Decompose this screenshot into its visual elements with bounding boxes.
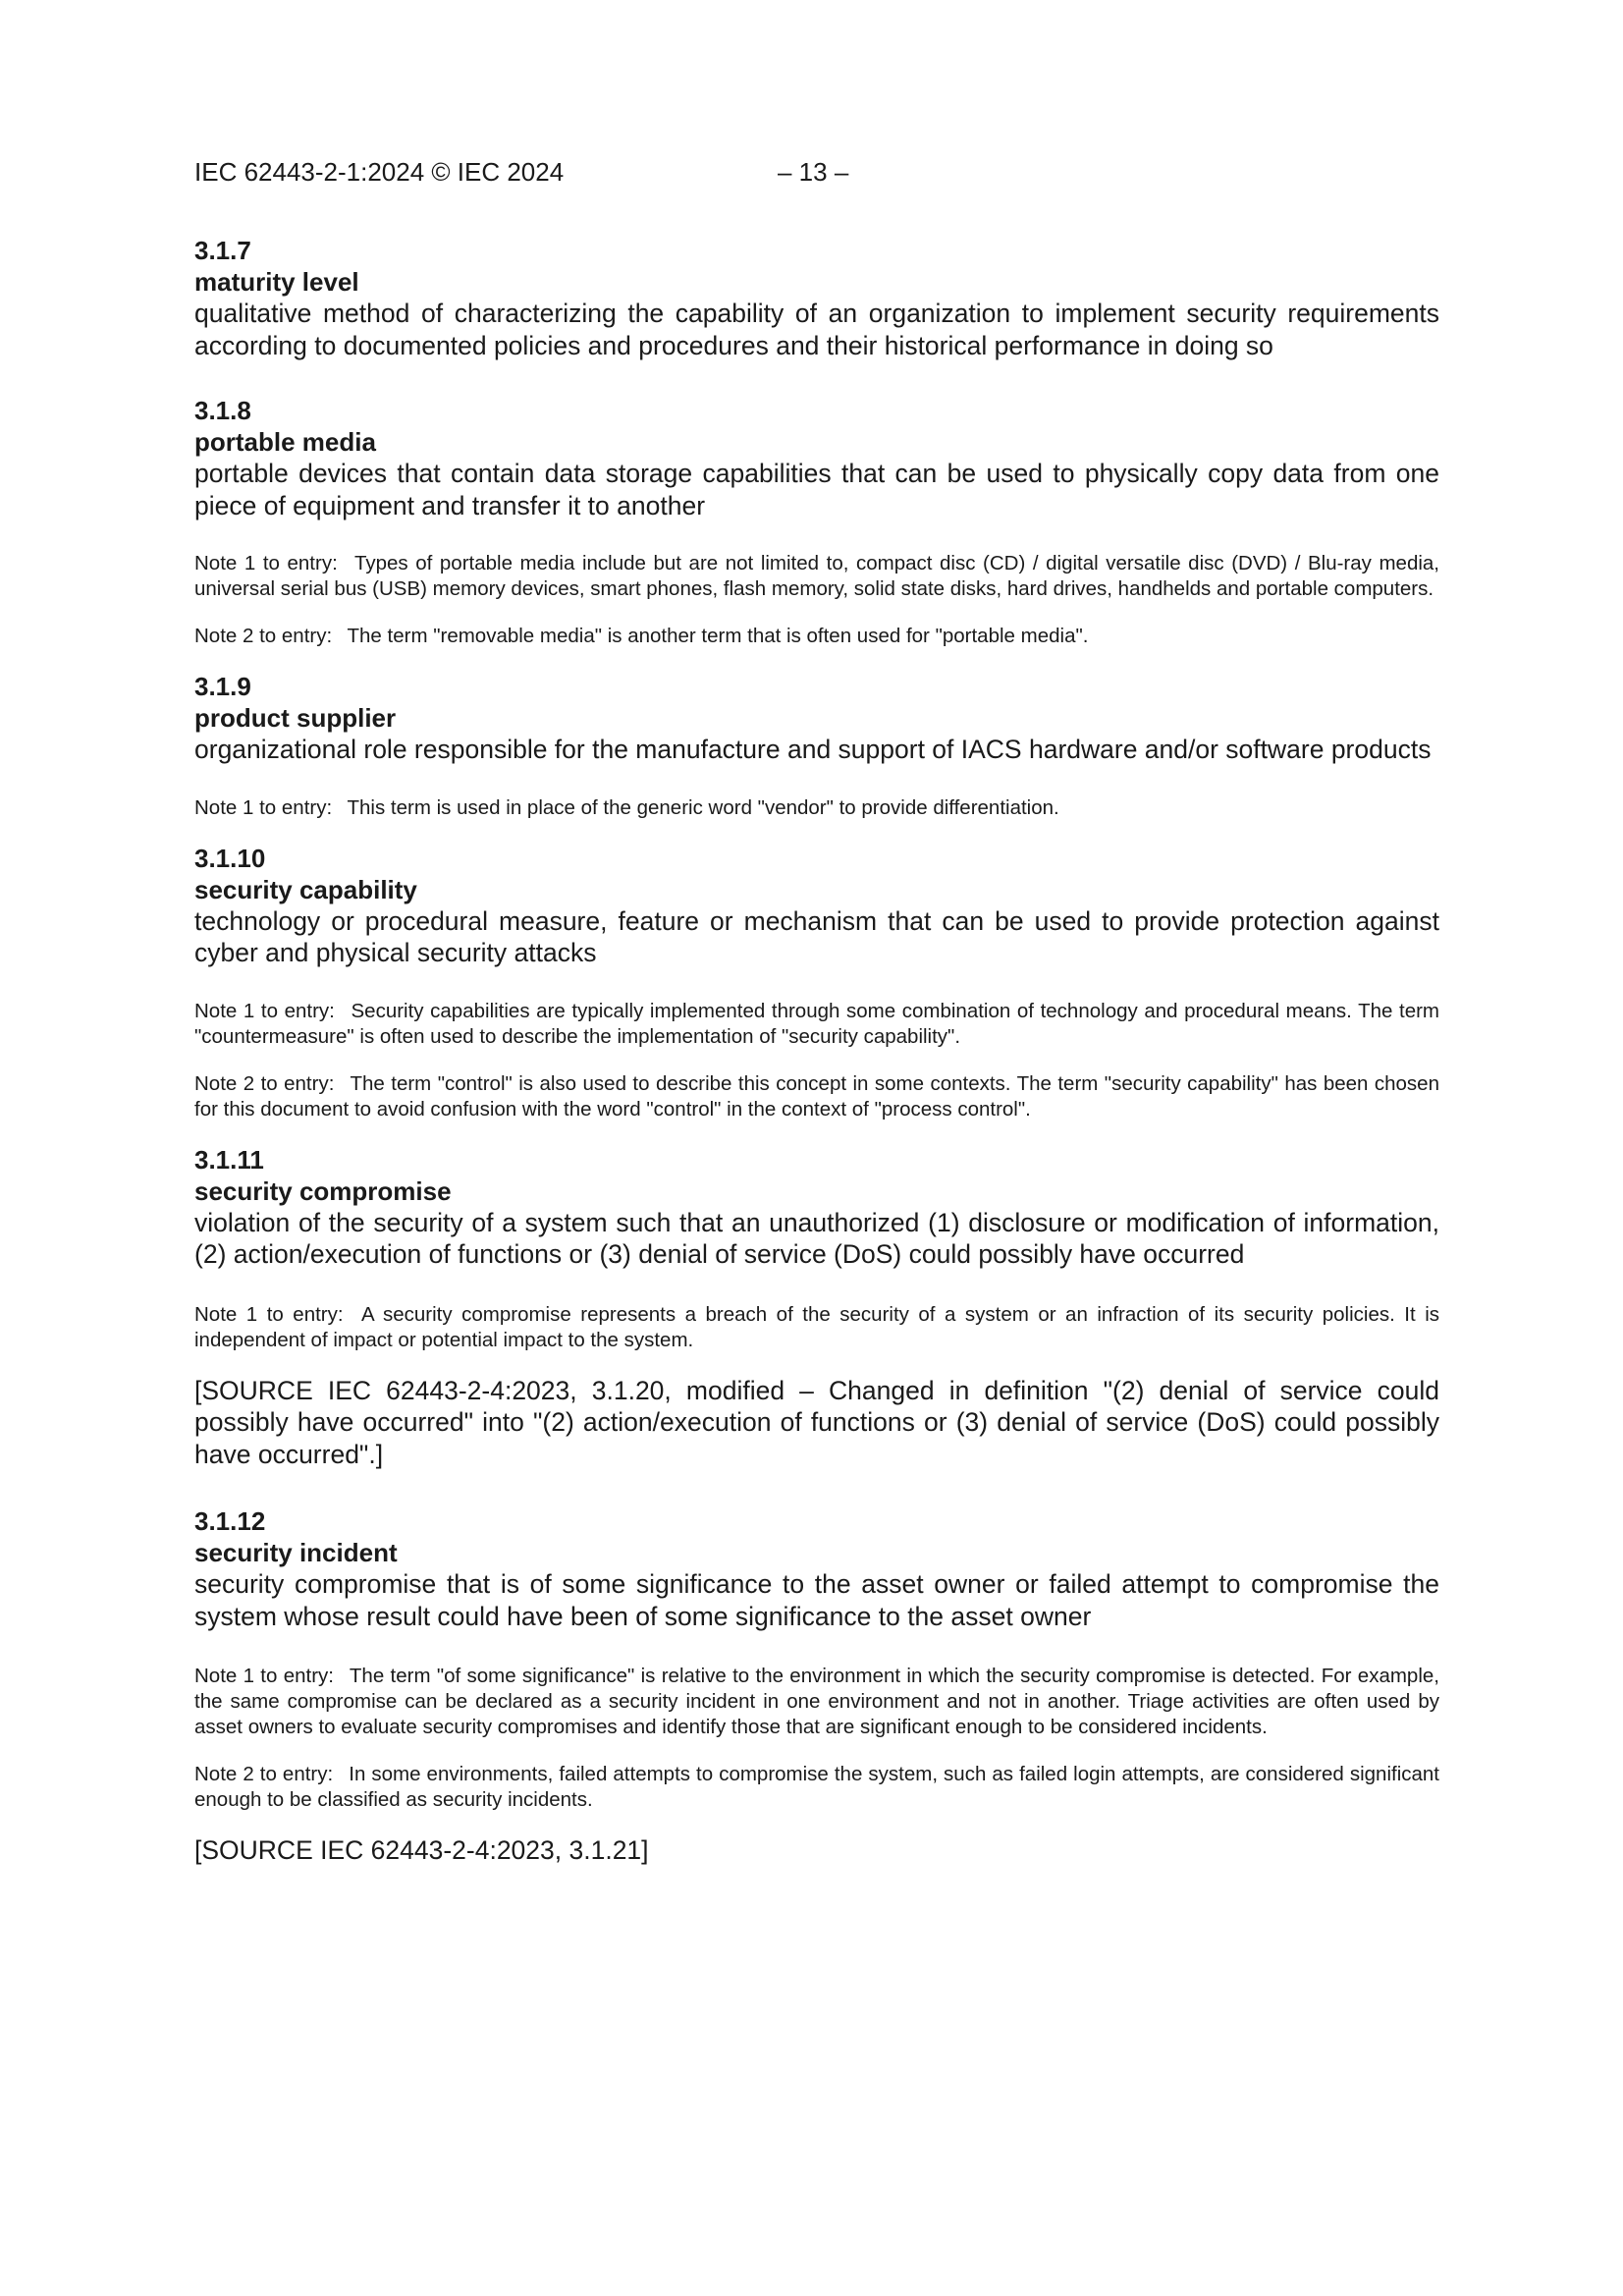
- note-text: This term is used in place of the generic word "vendor" to provide differentiation.: [347, 795, 1059, 819]
- note-text: In some environments, failed attempts to compromise the system, such as failed login attempts, are considered significant enough to be classified as security incidents.: [194, 1763, 1439, 1811]
- term-number: 3.1.11: [194, 1144, 264, 1175]
- term-number: 3.1.8: [194, 396, 251, 425]
- term-name: portable media: [194, 427, 376, 457]
- term-entry-3-1-12: [194, 1505, 1439, 1867]
- note-to-entry: [194, 1664, 1439, 1740]
- note-label: Note 1 to entry:: [194, 1302, 344, 1326]
- term-definition: violation of the security of a system such that an unauthorized (1) disclosure or modification of information, (2) action/execution of functions or (3) denial of service (DoS) could possibly have occurred: [194, 1207, 1439, 1269]
- term-name: security incident: [194, 1538, 398, 1567]
- term-entry-3-1-8: [194, 395, 1439, 649]
- note-label: Note 2 to entry:: [194, 625, 333, 647]
- note-to-entry: [194, 624, 1439, 649]
- note-text: The term "control" is also used to describe this concept in some contexts. The term "security capability" has been chosen for this document to avoid confusion with the word "control" in the context of "process control".: [194, 1071, 1439, 1121]
- note-label: Note 1 to entry:: [194, 1665, 334, 1687]
- document-id: IEC 62443-2-1:2024 © IEC 2024: [194, 157, 565, 187]
- note-text: The term "removable media" is another term that is often used for "portable media".: [347, 625, 1089, 647]
- page-header: [194, 155, 849, 189]
- note-to-entry: [194, 1302, 1439, 1353]
- note-label: Note 1 to entry:: [194, 795, 333, 819]
- note-label: Note 1 to entry:: [194, 999, 335, 1022]
- term-entry-3-1-9: [194, 671, 1439, 821]
- term-number: 3.1.7: [194, 236, 251, 265]
- note-label: Note 1 to entry:: [194, 552, 338, 574]
- term-definition: technology or procedural measure, feature or mechanism that can be used to provide protection against cyber and physical security attacks: [194, 905, 1439, 967]
- note-label: Note 2 to entry:: [194, 1763, 334, 1785]
- note-text: A security compromise represents a breach of the security of a system or an infraction of its security policies. It is independent of impact or potential impact to the system.: [194, 1302, 1439, 1351]
- term-name: maturity level: [194, 267, 359, 297]
- note-text: Types of portable media include but are not limited to, compact disc (CD) / digital versatile disc (DVD) / Blu-ray media, universal serial bus (USB) memory devices, smart phones, flash memory, solid state disks, hard drives, handhelds and portable computers.: [194, 552, 1439, 600]
- document-body: [194, 235, 1439, 1867]
- term-definition: portable devices that contain data storage capabilities that can be used to physically copy data from one piece of equipment and transfer it to another: [194, 459, 1439, 520]
- term-number: 3.1.9: [194, 672, 251, 701]
- note-text: The term "of some significance" is relative to the environment in which the security compromise is detected. For example, the same compromise can be declared as a security incident in one environment and not in another. Triage activities are often used by asset owners to evaluate security compromises and identify those that are significant enough to be considered incidents.: [194, 1665, 1439, 1738]
- note-text: Security capabilities are typically implemented through some combination of technology and procedural means. The term "countermeasure" is often used to describe the implementation of "security capability".: [194, 999, 1439, 1048]
- term-entry-3-1-10: [194, 843, 1439, 1122]
- term-number: 3.1.12: [194, 1506, 266, 1536]
- term-definition: qualitative method of characterizing the capability of an organization to implement security requirements according to documented policies and procedures and their historical performance in doing so: [194, 299, 1439, 360]
- note-to-entry: [194, 1762, 1439, 1813]
- note-label: Note 2 to entry:: [194, 1071, 335, 1095]
- source-reference: [SOURCE IEC 62443-2-4:2023, 3.1.21]: [194, 1835, 649, 1865]
- term-name: security compromise: [194, 1175, 452, 1206]
- term-name: product supplier: [194, 703, 397, 733]
- note-to-entry: [194, 1071, 1439, 1122]
- note-to-entry: [194, 795, 1439, 821]
- term-number: 3.1.10: [194, 843, 266, 873]
- term-entry-3-1-7: [194, 235, 1439, 361]
- term-name: security capability: [194, 874, 417, 904]
- term-entry-3-1-11: [194, 1144, 1439, 1471]
- note-to-entry: [194, 551, 1439, 602]
- term-definition: security compromise that is of some significance to the asset owner or failed attempt to compromise the system whose result could have been of some significance to the asset owner: [194, 1569, 1439, 1631]
- term-definition: organizational role responsible for the manufacture and support of IACS hardware and/or software products: [194, 735, 1432, 764]
- page-number: – 13 –: [778, 157, 849, 187]
- source-reference: [SOURCE IEC 62443-2-4:2023, 3.1.20, modified – Changed in definition "(2) denial of service could possibly have occurred" into "(2) action/execution of functions or (3) denial of service (DoS) could possibly have occurred".]: [194, 1375, 1439, 1469]
- note-to-entry: [194, 999, 1439, 1050]
